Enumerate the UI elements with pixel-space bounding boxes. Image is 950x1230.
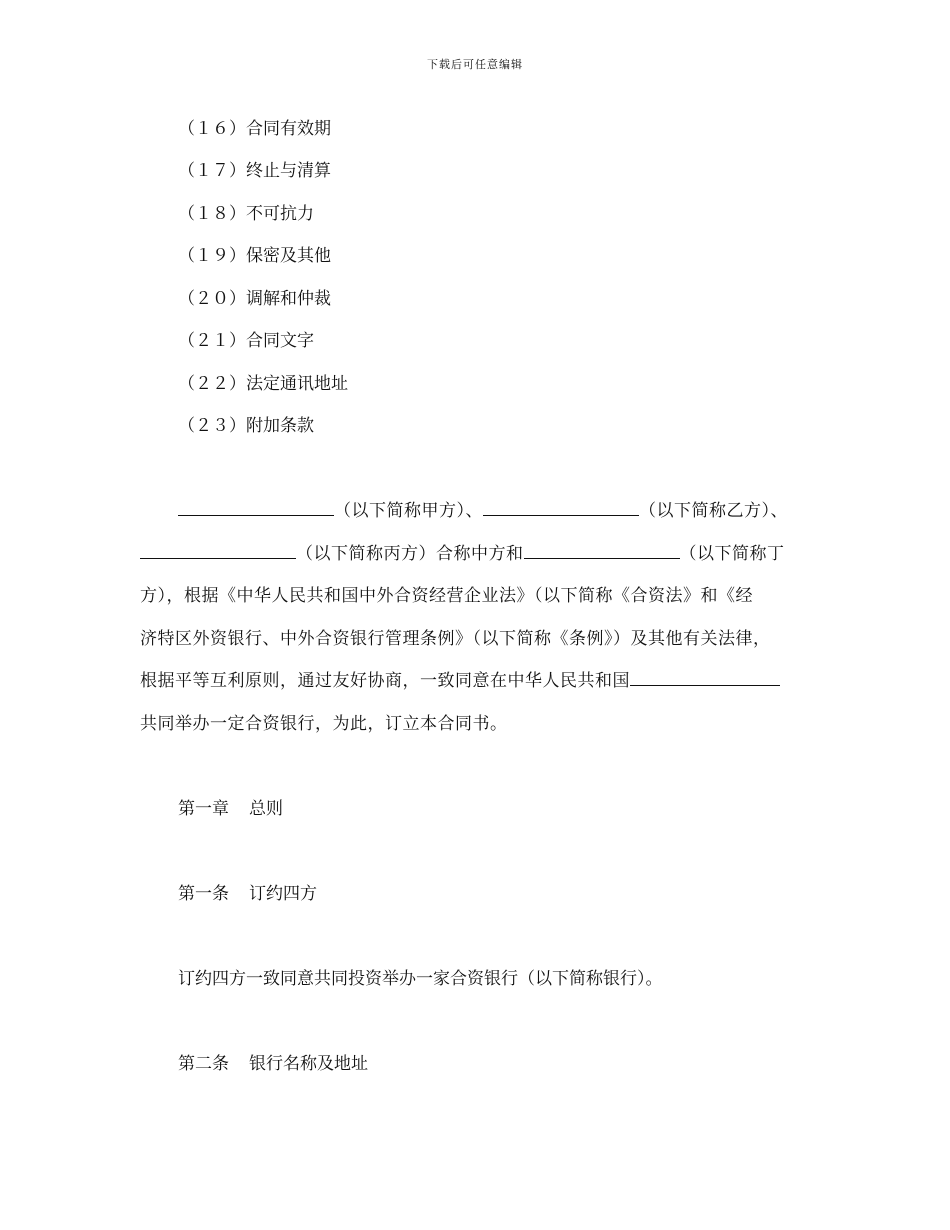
article-1-heading	[178, 879, 317, 904]
article-title: 银行名称及地址	[249, 1054, 368, 1074]
preamble-line-3: 方），根据《中华人民共和国中外合资经营企业法》（以下简称《合资法》和《经	[140, 586, 753, 606]
chapter-number: 第一章	[178, 799, 229, 819]
toc-item: （２２）法定通讯地址	[178, 374, 348, 394]
article-number: 第一条	[178, 884, 229, 904]
toc-item: （１６）合同有效期	[178, 119, 331, 139]
location-blank	[630, 671, 780, 686]
party-d-label: （以下简称丁	[679, 544, 785, 564]
toc-item: （２３）附加条款	[178, 416, 314, 436]
toc-item: （１８）不可抗力	[178, 204, 314, 224]
article-2-heading	[178, 1049, 368, 1074]
party-b-label: （以下简称乙方）、	[639, 501, 788, 521]
page-header-note: 下载后可任意编辑	[427, 58, 523, 71]
article-number: 第二条	[178, 1054, 229, 1074]
preamble-line-4: 济特区外资银行、中外合资银行管理条例》（以下简称《条例》）及其他有关法律，	[140, 629, 771, 649]
chapter-heading	[178, 794, 283, 819]
party-a-label: （以下简称甲方）、	[334, 501, 483, 521]
preamble-line-6: 共同举办一定合资银行，为此，订立本合同书。	[140, 714, 508, 734]
chapter-title: 总则	[249, 799, 283, 819]
toc-item: （１９）保密及其他	[178, 246, 331, 266]
party-c-blank	[140, 544, 296, 559]
location-text: 根据平等互利原则，通过友好协商，一致同意在中华人民共和国	[140, 671, 630, 691]
toc-item: （２１）合同文字	[178, 331, 314, 351]
preamble-line-1	[178, 496, 788, 521]
preamble-line-5	[140, 666, 780, 691]
toc-item: （１７）终止与清算	[178, 161, 331, 181]
party-d-blank	[524, 544, 680, 559]
article-1-body: 订约四方一致同意共同投资举办一家合资银行（以下简称银行）。	[178, 969, 663, 989]
party-b-blank	[483, 501, 639, 516]
preamble-line-2	[140, 539, 785, 564]
party-a-blank	[178, 501, 334, 516]
toc-item: （２０）调解和仲裁	[178, 289, 331, 309]
party-c-label: （以下简称丙方）合称中方和	[296, 544, 524, 564]
article-title: 订约四方	[249, 884, 317, 904]
